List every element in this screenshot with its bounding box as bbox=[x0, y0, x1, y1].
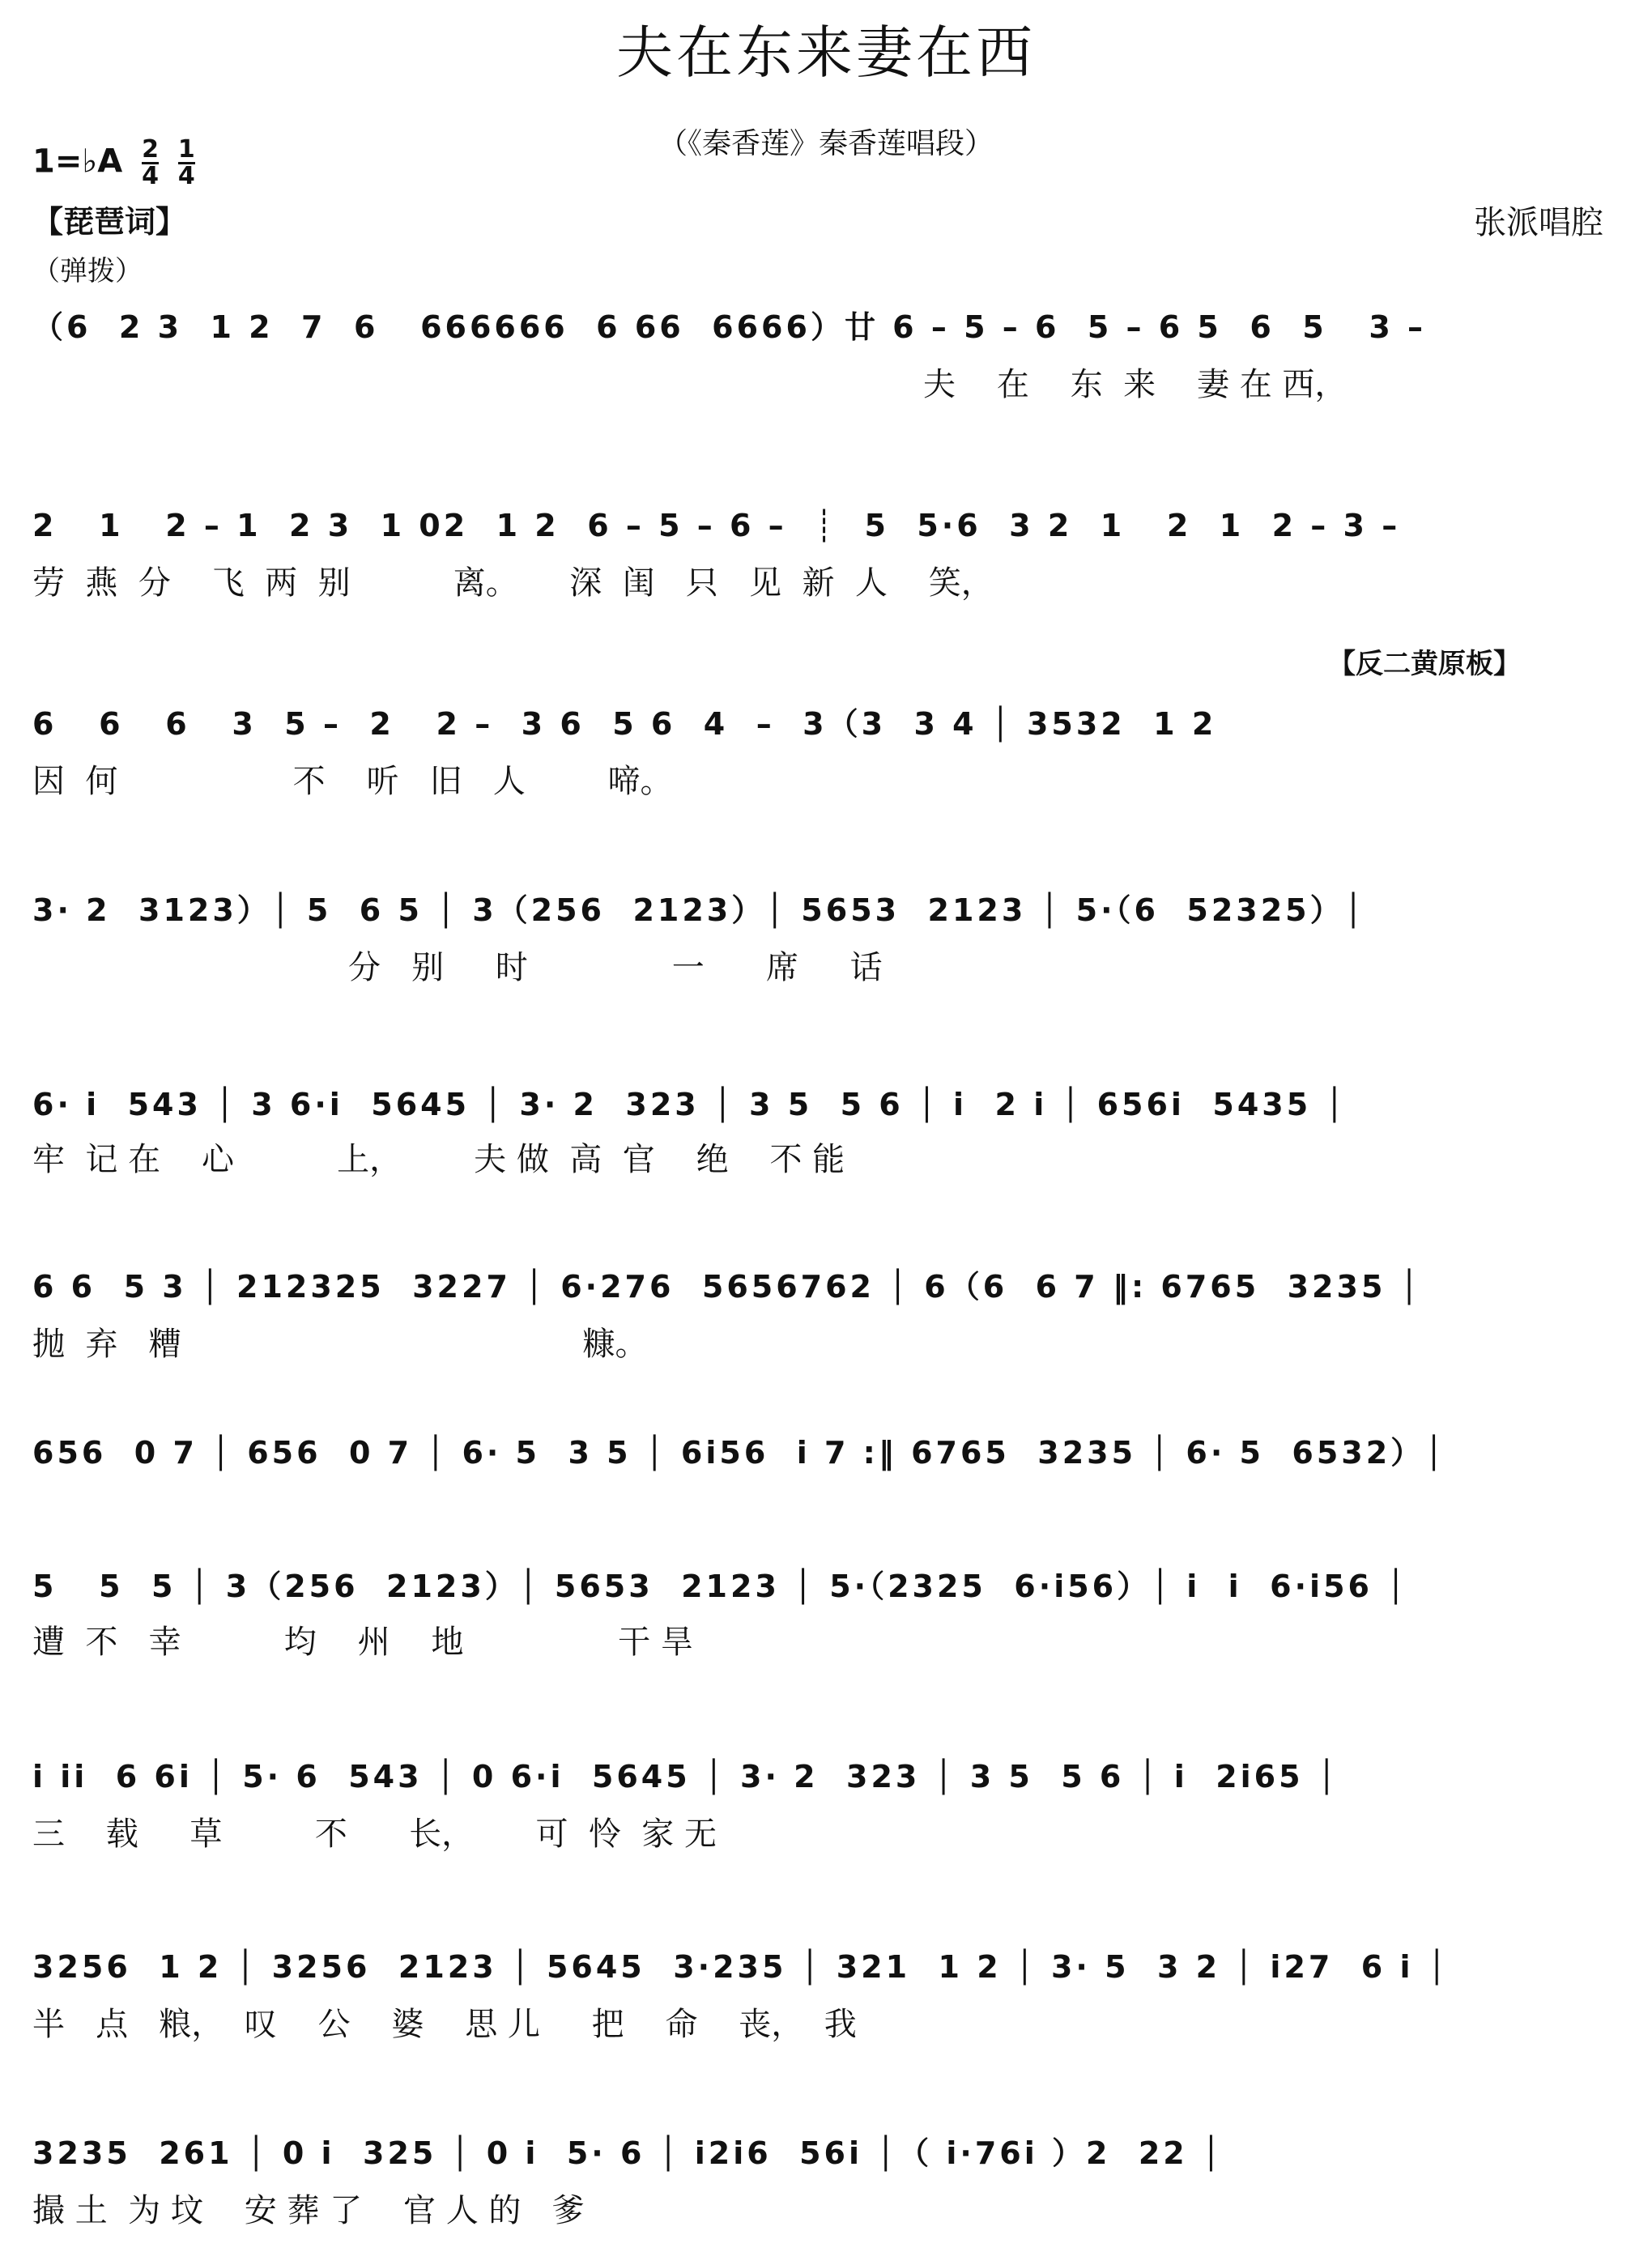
system-10-notes: 3256 1 2 │ 3256 2123 │ 5645 3·235 │ 321 1 2 │ 3· 5 3 2 │ i27 6 i │ bbox=[32, 1949, 1450, 1985]
system-11-notes: 3235 261 │ 0 i 325 │ 0 i 5· 6 │ i2i6 56i │（ i·76i ）2 22 │ bbox=[32, 2135, 1224, 2171]
time-signature-1 bbox=[142, 135, 159, 190]
system-2-lyrics: 劳 燕 分 飞 两 别 离。 深 闺 只 见 新 人 笑， bbox=[32, 564, 994, 602]
key-signature bbox=[32, 135, 195, 190]
system-9-notes: i ii 6 6i │ 5· 6 543 │ 0 6·i 5645 │ 3· 2 323 │ 3 5 5 6 │ i 2i65 │ bbox=[32, 1759, 1339, 1794]
system-10-lyrics: 半 点 粮， 叹 公 婆 思 儿 把 命 丧， 我 bbox=[32, 2006, 857, 2043]
system-3-lyrics: 因 何 不 听 旧 人 啼。 bbox=[32, 763, 673, 800]
time-signature-2 bbox=[177, 135, 195, 190]
system-1-lyrics: 夫 在 东 来 妻 在 西， bbox=[923, 366, 1348, 403]
system-4-lyrics: 分 别 时 一 席 话 bbox=[348, 949, 883, 986]
style-credit: 张派唱腔 bbox=[1474, 204, 1603, 241]
section-label: 【反二黄原板】 bbox=[1328, 648, 1521, 680]
system-5-lyrics: 牢 记 在 心 上， 夫 做 高 官 绝 不 能 bbox=[32, 1141, 845, 1178]
technique-label: （弹拨） bbox=[32, 255, 143, 287]
system-8-notes: 5 5 5 │ 3（256 2123）│ 5653 2123 │ 5·（2325 6·i56）│ i i 6·i56 │ bbox=[32, 1569, 1409, 1604]
system-4-notes: 3· 2 3123）│ 5 6 5 │ 3（256 2123）│ 5653 2123 │ 5·（6 52325）│ bbox=[32, 892, 1366, 928]
song-subtitle: （《秦香莲》秦香莲唱段） bbox=[658, 127, 994, 160]
system-3-notes: 6 6 6 3 5 – 2 2 – 3 6 5 6 4 – 3（3 3 4 │ 3532 1 2 bbox=[32, 706, 1217, 742]
system-2-notes: 2 1 2 – 1 2 3 1 02 1 2 6 – 5 – 6 – ┊ 5 5·6 3 2 1 2 1 2 – 3 – bbox=[32, 508, 1401, 543]
system-11-lyrics: 撮 土 为 坟 安 葬 了 官 人 的 爹 bbox=[32, 2192, 585, 2229]
system-1-notes: （6 2 3 1 2 7 6 666666 6 66 6666）廿 6 – 5 – 6 5 – 6 5 6 5 3 – bbox=[32, 309, 1427, 345]
time-signature-1-top: 2 bbox=[142, 135, 159, 164]
time-signature-2-top: 1 bbox=[177, 135, 195, 164]
system-6-lyrics: 抛 弃 糟 糠。 bbox=[32, 1326, 648, 1363]
time-signature-1-bottom: 4 bbox=[142, 162, 159, 190]
system-6-notes: 6 6 5 3 │ 212325 3227 │ 6·276 5656762 │ 6（6 6 7 ‖: 6765 3235 │ bbox=[32, 1269, 1422, 1305]
key-tonic: 1=♭A bbox=[32, 143, 123, 181]
system-9-lyrics: 三 载 草 不 长， 可 怜 家 无 bbox=[32, 1816, 717, 1853]
instrument-label: 【琵琶词】 bbox=[32, 204, 187, 240]
system-7-notes: 656 0 7 │ 656 0 7 │ 6· 5 3 5 │ 6i56 i 7 :‖ 6765 3235 │ 6· 5 6532）│ bbox=[32, 1435, 1447, 1471]
time-signature-2-bottom: 4 bbox=[177, 162, 195, 190]
song-title: 夫在东来妻在西 bbox=[616, 19, 1036, 86]
system-8-lyrics: 遭 不 幸 均 州 地 干 旱 bbox=[32, 1624, 693, 1661]
system-5-notes: 6· i 543 │ 3 6·i 5645 │ 3· 2 323 │ 3 5 5 6 │ i 2 i │ 656i 5435 │ bbox=[32, 1087, 1348, 1122]
